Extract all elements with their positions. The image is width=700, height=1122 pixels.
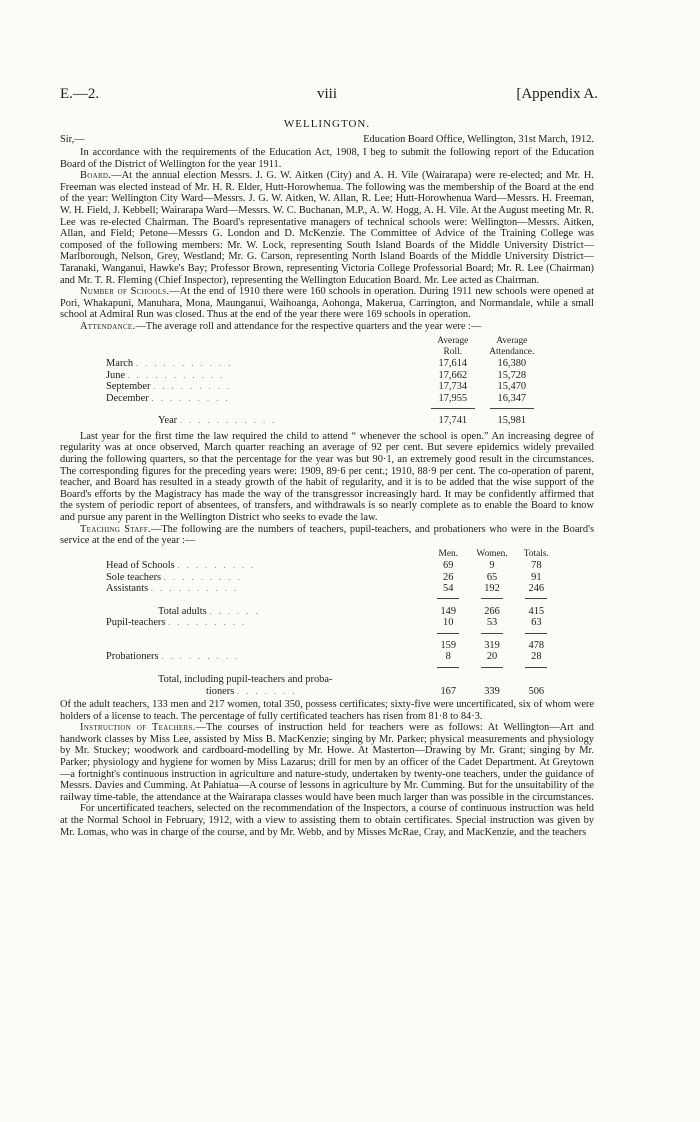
table-row: June ........... 17,662 15,728 <box>106 370 546 381</box>
cell-attendance: 15,470 <box>497 381 527 393</box>
schools-paragraph <box>60 286 594 321</box>
header-right: [Appendix A. <box>516 86 598 102</box>
rule-row <box>106 629 558 640</box>
header-left: E.—2. <box>60 86 100 102</box>
attendance-heading: Attendance. <box>80 320 136 332</box>
instruction-paragraph <box>60 722 594 803</box>
cell-women: 53 <box>486 617 498 629</box>
cell-women: 65 <box>486 571 498 583</box>
cell-roll: 17,734 <box>438 381 468 393</box>
row-label: Pupil-teachers <box>106 617 166 629</box>
total-label: Year <box>158 415 178 427</box>
report-page <box>60 86 598 838</box>
cell-men: 167 <box>440 685 457 697</box>
table-header-row <box>106 549 558 560</box>
rule-row <box>106 594 558 605</box>
col-totals: Totals. <box>523 548 549 559</box>
cell-men: 26 <box>443 571 454 583</box>
cell-total: 91 <box>531 571 542 583</box>
table-header-row <box>106 336 546 359</box>
total-row: Year ........... 17,741 15,981 <box>106 415 546 426</box>
rule-row <box>106 663 558 674</box>
row-label: tioners <box>206 685 235 697</box>
intro-paragraph: In accordance with the requirements of the Education Act, 1908, I beg to submit the following report of the Education Board of the District of Wellington for the year 1911. <box>60 147 594 170</box>
attendance-table <box>106 336 546 427</box>
staff-table <box>106 549 558 697</box>
cell-total: 78 <box>531 560 542 572</box>
cell-men: 149 <box>440 605 457 617</box>
cell-total: 506 <box>528 685 545 697</box>
grand-total-row-1 <box>106 674 558 685</box>
row-label: March <box>106 358 134 370</box>
regularity-paragraph: Last year for the first time the law required the child to attend “ whenever the school is open.” An increasing degree of regularity was at once observed, March quarter reaching an average of 92 per cent. But severe epidemics widely prevailed during the following quarters, so that the percentage for the year was but 90·1, an extremely good result in the circumstances. The corresponding figures for the preceding years were: 1909, 89·6 per cent.; 1910, 88·9 per cent. The co-operation of parent, teacher, and Board has resulted in a steady growth of the habit of regularity, and it is to be added that the wise support of the Board's efforts by the Magistracy has made the way of the transgressor increasingly hard. It may be confidently affirmed that the system of periodic report of absentees, of transfers, and withdrawals is so nearly complete as to enable the Board to know and pursue any parent in the Wellington District who seeks to evade the law. <box>60 430 594 523</box>
cell-women: 339 <box>484 685 500 697</box>
cell-women: 9 <box>489 560 495 572</box>
table-row: March ........... 17,614 16,380 <box>106 358 546 369</box>
subtotal-row <box>106 640 558 651</box>
cell-men: 8 <box>445 651 451 663</box>
row-label: Sole teachers <box>106 571 162 583</box>
board-paragraph <box>60 170 594 286</box>
grand-total-row-2: tioners ....... 167 339 506 <box>106 686 558 697</box>
cell-total: 415 <box>528 605 545 617</box>
total-adults-row: Total adults ...... 149 266 415 <box>106 606 558 617</box>
uncertificated-paragraph: For uncertificated teachers, selected on the recommendation of the Inspectors, a course of continuous instruction was held at the Normal School in February, 1912, with a view to assisting them to obtain certificates. Special instruction was given by Mr. Lomas, who was in charge of the course, and by Mr. Webb, and by Misses McRae, Cray, and MacKenzie, and the teachers <box>60 803 594 838</box>
col-average-attendance: Average Attendance. <box>489 335 535 357</box>
cell-attendance: 15,728 <box>497 369 527 381</box>
table-row: Sole teachers ......... 26 65 91 <box>106 572 558 583</box>
cell-roll: 17,614 <box>438 358 468 370</box>
salutation: Sir,— <box>60 134 85 145</box>
schools-text: —At the end of 1910 there were 160 schools in operation. During 1911 new schools were opened at Pori, Whakapuni, Manuhara, Mona, Maunganui, Waihoanga, Aohonga, Makerua, Carrington, and Normandale, while a small school at Admiral Run was closed. Thus at the end of the year there were 169 schools in operation. <box>60 286 594 321</box>
certificates-paragraph: Of the adult teachers, 133 men and 217 women, total 350, possess certificates; sixty-five were uncertificated, six of whom were holders of a license to teach. The percentage of fully certificated teachers has risen from 81·8 to 84·3. <box>60 698 594 722</box>
row-label: Assistants <box>106 582 149 594</box>
col-men: Men. <box>438 548 459 559</box>
row-label: June <box>106 369 126 381</box>
cell-roll: 17,662 <box>438 369 468 381</box>
cell-attendance: 16,380 <box>497 358 527 370</box>
cell-women: 266 <box>484 605 500 617</box>
probationers-row: Probationers ......... 8 20 28 <box>106 651 558 662</box>
board-text: —At the annual election Messrs. J. G. W. Aitken (City) and A. H. Vile (Wairarapa) were re-elected; and Mr. H. Freeman was elected instead of Mr. H. R. Elder, Hutt-Horowhenua. The following was the membership of the Board at the end of the year: Wellington City Ward—Messrs. J. G. W. Aitken, W. Allan, R. Lee; Hutt-Horowhenua Ward—Messrs. H. Freeman, W. H. Field, J. Kebbell; Wairarapa Ward—Messrs. W. C. Buchanan, M.P., A. W. Hogg, A. H. Vile. At the August meeting Mr. R. Lee was re-elected Chairman. The Board's representative managers of technical schools were: Wellington—Messrs. Aitken, Allan, and Field; Petone—Messrs G. London and D. McKenzie. The Committee of Advice of the Training College was composed of the following members: Mr. W. Lock, representing South Island Boards of the Middle University District—Marlborough, Nelson, Grey, Westland; Mr. G. Carson, representing North Island Boards of the Middle University District—Taranaki, Wanganui, Hawke's Bay; Professor Brown, representing Victoria College Professorial Board; Mr. R. Lee (Chairman) and Mr. T. R. Fleming (Chief Inspector), representing the Wellington Education Board. Mr. Lee acted as Chairman. <box>60 170 594 286</box>
total-roll: 17,741 <box>438 415 468 427</box>
cell-attendance: 16,347 <box>497 392 527 404</box>
staff-paragraph <box>60 524 594 547</box>
page-header <box>60 86 598 108</box>
col-average-roll: Average Roll. <box>437 335 469 357</box>
cell-men: 69 <box>443 560 454 572</box>
page-title: WELLINGTON. <box>283 118 371 130</box>
cell-total: 63 <box>531 617 542 629</box>
col-women: Women. <box>476 548 508 559</box>
attendance-text: —The average roll and attendance for the respective quarters and the year were :— <box>135 320 482 332</box>
instruction-heading: Instruction of Teachers. <box>80 722 196 734</box>
row-label: December <box>106 392 149 404</box>
schools-heading: Number of Schools. <box>80 286 170 298</box>
cell-total: 478 <box>528 639 545 651</box>
salutation-line <box>60 134 594 147</box>
row-label: Probationers <box>106 651 159 663</box>
table-row: Assistants .......... 54 192 246 <box>106 583 558 594</box>
rule-row <box>106 404 546 415</box>
cell-roll: 17,955 <box>438 392 468 404</box>
row-label: September <box>106 381 151 393</box>
attendance-paragraph <box>60 321 594 333</box>
board-heading: Board. <box>80 170 112 182</box>
cell-men: 10 <box>443 617 454 629</box>
staff-text: —The following are the numbers of teachers, pupil-teachers, and probationers who were in the Board's service at the end of the year :— <box>60 523 595 547</box>
row-label: Total, including pupil-teachers and proba- <box>158 674 333 686</box>
header-page-number: viii <box>316 86 337 102</box>
cell-women: 192 <box>484 582 500 594</box>
total-attendance: 15,981 <box>497 415 527 427</box>
cell-women: 20 <box>486 651 498 663</box>
office-dateline: Education Board Office, Wellington, 31st March, 1912. <box>363 134 594 145</box>
pupil-teachers-row: Pupil-teachers ......... 10 53 63 <box>106 617 558 628</box>
cell-men: 54 <box>443 582 454 594</box>
cell-total: 28 <box>531 651 542 663</box>
table-row: September ......... 17,734 15,470 <box>106 381 546 392</box>
cell-women: 319 <box>484 639 500 651</box>
row-label: Head of Schools <box>106 560 175 572</box>
table-row: December ......... 17,955 16,347 <box>106 393 546 404</box>
staff-heading: Teaching Staff. <box>80 523 151 535</box>
cell-total: 246 <box>528 582 545 594</box>
table-row: Head of Schools ......... 69 9 78 <box>106 560 558 571</box>
cell-men: 159 <box>440 639 457 651</box>
row-label: Total adults <box>158 605 207 617</box>
instruction-text: —The courses of instruction held for teachers were as follows: At Wellington—Art and handwork classes by Miss Lee, assisted by Miss B. MacKenzie; singing by Mr. Parker; physical measurements and physiology by Mr. Stuckey; woodwork and cardboard-modelling by Mr. Howe. At Masterton—Drawing by Mr. Grant; singing by Mr. Parker; physiology and hygiene for women by Miss Lazarus; drill for men by an officer of the Cadet Department. At Greytown—a fortnight's continuous instruction in agriculture and nature-study, undertaken by twenty-one teachers, under the guidance of Messrs. Davies and Cumming. At Pahiatua—A course of lessons in agriculture by Mr. Cumming. But for the unsuitability of the railway time-table, the attendance at the Wairarapa classes would have been much larger than was possible in the circumstances. <box>60 722 594 803</box>
